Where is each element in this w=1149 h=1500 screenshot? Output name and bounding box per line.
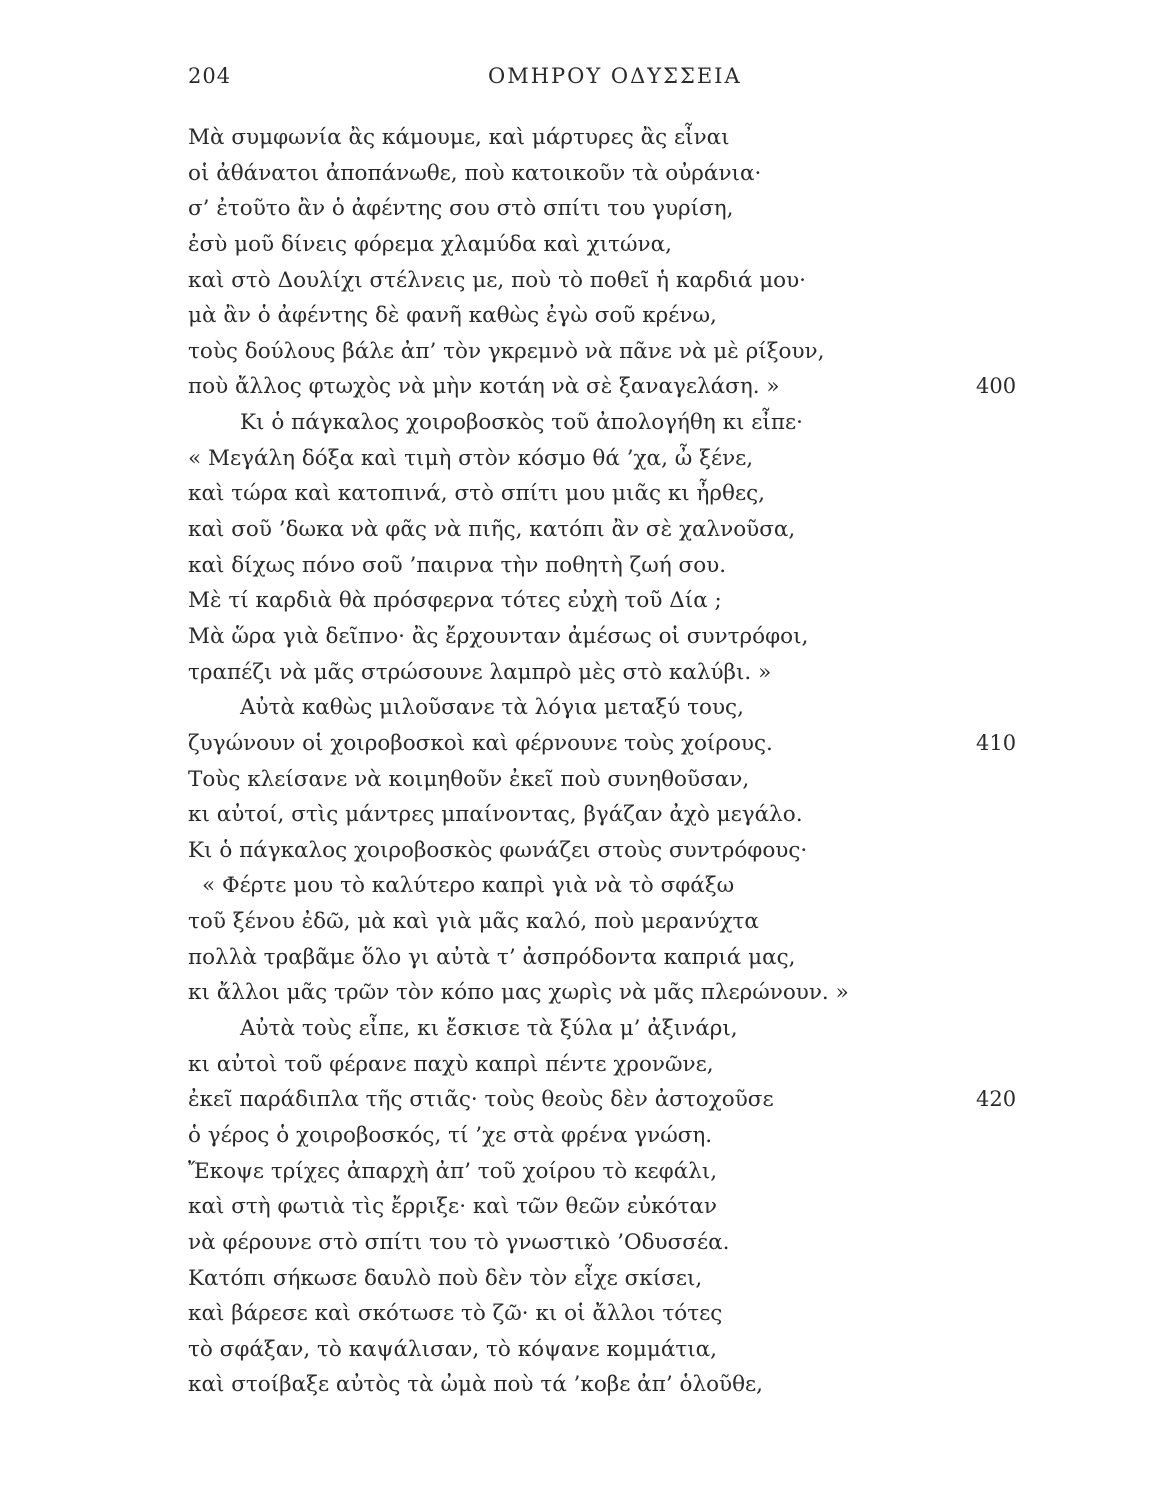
verse-line	[188, 1154, 1038, 1190]
verse-line	[188, 227, 1038, 263]
verse-text: καὶ στὴ φωτιὰ τὶς ἔρριξε· καὶ τῶν θεῶν εὐκόταν	[188, 1194, 718, 1220]
verse-text: οἱ ἀθάνατοι ἀποπάνωθε, ποὺ κατοικοῦν τὰ οὐράνια·	[188, 160, 762, 186]
verse-text: Αὐτὰ τοὺς εἶπε, κι ἔσκισε τὰ ξύλα μ’ ἀξινάρι,	[240, 1016, 738, 1042]
verse-line	[188, 512, 1038, 548]
verse-text: ὁ γέρος ὁ χοιροβοσκός, τί ’χε στὰ φρένα γνώση.	[188, 1122, 713, 1148]
verse-text: τραπέζι νὰ μᾶς στρώσουνε λαμπρὸ μὲς στὸ καλύβι. »	[188, 659, 772, 685]
verse-text: ἐκεῖ παράδιπλα τῆς στιᾶς· τοὺς θεοὺς δὲν ἀστοχοῦσε	[188, 1087, 774, 1113]
verse-line	[188, 690, 1038, 726]
verse-text: κι αὐτοὶ τοῦ φέρανε παχὺ καπρὶ πέντε χρονῶνε,	[188, 1051, 714, 1077]
line-number: 410	[976, 730, 1017, 755]
verse-text: ποὺ ἄλλος φτωχὸς νὰ μὴν κοτάη νὰ σὲ ξαναγελάση. »	[188, 374, 780, 400]
verse-line	[188, 1047, 1038, 1083]
verse-text: μὰ ἂν ὁ ἀφέντης δὲ φανῆ καθὼς ἐγὼ σοῦ κρένω,	[188, 303, 717, 329]
verse-block	[188, 120, 1038, 1403]
verse-line	[188, 298, 1038, 334]
verse-line	[188, 405, 1038, 441]
verse-text: ζυγώνουν οἱ χοιροβοσκοὶ καὶ φέρνουνε τοὺς χοίρους.	[188, 730, 773, 756]
verse-line	[188, 369, 1038, 405]
verse-text: τοῦ ξένου ἐδῶ, μὰ καὶ γιὰ μᾶς καλό, ποὺ μερανύχτα	[188, 909, 759, 935]
verse-text: πολλὰ τραβᾶμε ὅλο γι αὐτὰ τ’ ἀσπρόδοντα καπριά μας,	[188, 944, 796, 970]
verse-line	[188, 120, 1038, 156]
verse-text: καὶ τώρα καὶ κατοπινά, στὸ σπίτι μου μιᾶς κι ἦρθες,	[188, 481, 766, 507]
verse-text: Τοὺς κλείσανε νὰ κοιμηθοῦν ἐκεῖ ποὺ συνηθοῦσαν,	[188, 766, 750, 792]
verse-text: καὶ δίχως πόνο σοῦ ’παιρνα τὴν ποθητὴ ζωή σου.	[188, 552, 727, 578]
verse-text: « Φέρτε μου τὸ καλύτερο καπρὶ γιὰ νὰ τὸ σφάξω	[202, 873, 735, 899]
verse-text: Αὐτὰ καθὼς μιλοῦσανε τὰ λόγια μεταξύ τους,	[240, 695, 744, 721]
verse-line	[188, 975, 1038, 1011]
running-title: ΟΜΗΡΟΥ ΟΔΥΣΣΕΙΑ	[488, 64, 742, 88]
verse-line	[188, 156, 1038, 192]
verse-line	[188, 726, 1038, 762]
verse-line	[188, 833, 1038, 869]
verse-line	[188, 1225, 1038, 1261]
verse-text: ἐσὺ μοῦ δίνεις φόρεμα χλαμύδα καὶ χιτώνα,	[188, 231, 672, 257]
verse-line	[188, 334, 1038, 370]
verse-text: νὰ φέρουνε στὸ σπίτι του τὸ γνωστικὸ ’Οδυσσέα.	[188, 1229, 730, 1255]
verse-line	[188, 868, 1038, 904]
verse-line	[188, 655, 1038, 691]
verse-text: καὶ σοῦ ’δωκα νὰ φᾶς νὰ πιῆς, κατόπι ἂν σὲ χαλνοῦσα,	[188, 517, 796, 543]
verse-line	[188, 583, 1038, 619]
verse-line	[188, 1367, 1038, 1403]
verse-text: σ’ ἐτοῦτο ἂν ὁ ἀφέντης σου στὸ σπίτι του γυρίση,	[188, 196, 734, 222]
verse-line	[188, 1011, 1038, 1047]
verse-line	[188, 940, 1038, 976]
verse-line	[188, 476, 1038, 512]
line-number: 400	[976, 374, 1017, 399]
verse-line	[188, 904, 1038, 940]
verse-line	[188, 1082, 1038, 1118]
page-number: 204	[188, 64, 232, 88]
verse-line	[188, 441, 1038, 477]
verse-text: καὶ στὸ Δουλίχι στέλνεις με, ποὺ τὸ ποθεῖ ἡ καρδιά μου·	[188, 267, 807, 293]
verse-text: καὶ βάρεσε καὶ σκότωσε τὸ ζῶ· κι οἱ ἄλλοι τότες	[188, 1301, 723, 1327]
verse-line	[188, 191, 1038, 227]
verse-text: Κι ὁ πάγκαλος χοιροβοσκὸς τοῦ ἀπολογήθη κι εἶπε·	[240, 410, 803, 436]
running-head	[0, 64, 1149, 94]
verse-text: καὶ στοίβαξε αὐτὸς τὰ ὠμὰ ποὺ τά ’κοβε ἀπ’ ὁλοῦθε,	[188, 1372, 763, 1398]
verse-line	[188, 1118, 1038, 1154]
verse-text: τοὺς δούλους βάλε ἀπ’ τὸν γκρεμνὸ νὰ πᾶνε νὰ μὲ ρίξουν,	[188, 338, 825, 364]
verse-line	[188, 762, 1038, 798]
verse-line	[188, 1261, 1038, 1297]
verse-line	[188, 1296, 1038, 1332]
line-number: 420	[976, 1087, 1017, 1112]
verse-text: Μὰ συμφωνία ἂς κάμουμε, καὶ μάρτυρες ἂς εἶναι	[188, 125, 730, 150]
verse-text: Μὰ ὥρα γιὰ δεῖπνο· ἂς ἔρχουνταν ἀμέσως οἱ συντρόφοι,	[188, 623, 809, 649]
verse-text: « Μεγάλη δόξα καὶ τιμὴ στὸν κόσμο θά ’χα, ὦ ξένε,	[188, 445, 754, 471]
verse-text: τὸ σφάξαν, τὸ καψάλισαν, τὸ κόψανε κομμάτια,	[188, 1336, 718, 1362]
verse-text: κι ἄλλοι μᾶς τρῶν τὸν κόπο μας χωρὶς νὰ μᾶς πλερώνουν. »	[188, 980, 849, 1006]
verse-text: Κατόπι σήκωσε δαυλὸ ποὺ δὲν τὸν εἶχε σκίσει,	[188, 1265, 703, 1291]
verse-text: Μὲ τί καρδιὰ θὰ πρόσφερνα τότες εὐχὴ τοῦ Δία ;	[188, 588, 722, 614]
verse-line	[188, 1332, 1038, 1368]
verse-text: κι αὐτοί, στὶς μάντρες μπαίνοντας, βγάζαν ἀχὸ μεγάλο.	[188, 802, 803, 828]
verse-line	[188, 1189, 1038, 1225]
verse-line	[188, 263, 1038, 299]
verse-line	[188, 619, 1038, 655]
verse-text: Ἔκοψε τρίχες ἀπαρχὴ ἀπ’ τοῦ χοίρου τὸ κεφάλι,	[188, 1158, 718, 1184]
verse-line	[188, 548, 1038, 584]
verse-line	[188, 797, 1038, 833]
verse-text: Κι ὁ πάγκαλος χοιροβοσκὸς φωνάζει στοὺς συντρόφους·	[188, 837, 808, 863]
